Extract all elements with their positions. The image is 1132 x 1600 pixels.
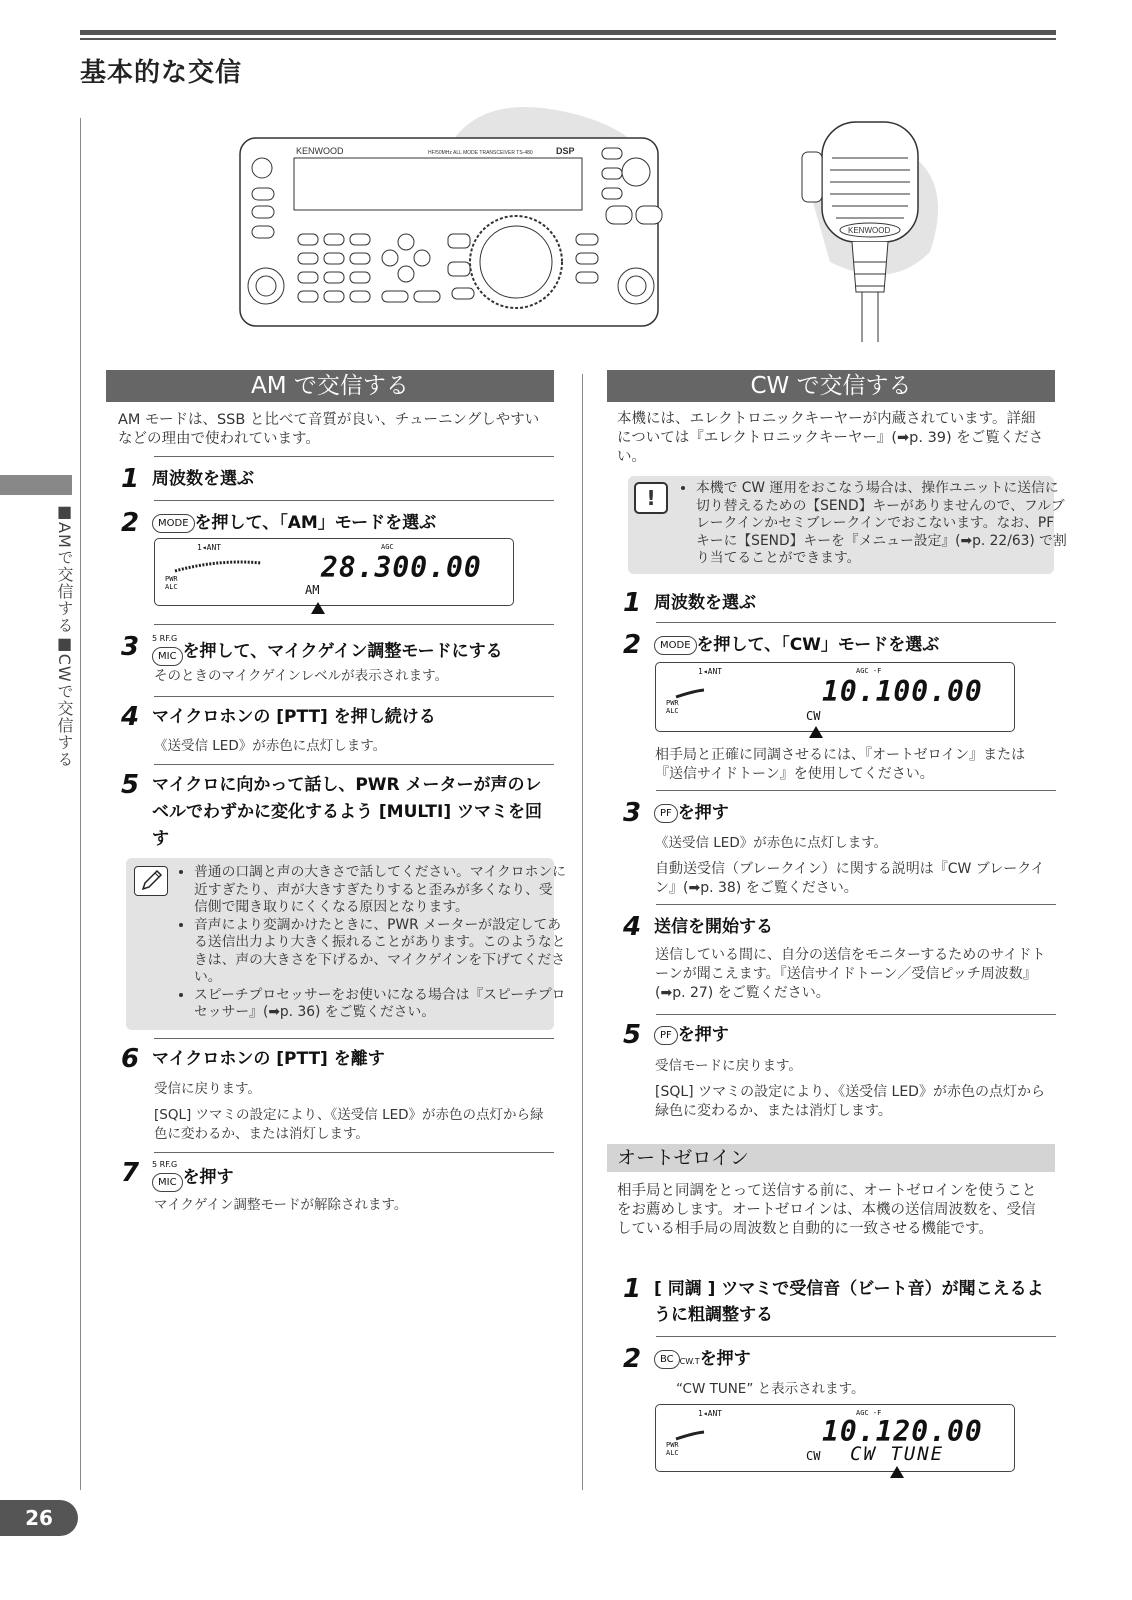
side-tab-text: ■AMで交信する■CWで交信する (55, 502, 74, 768)
divider (154, 764, 554, 765)
am-step-1: 1 周波数を選ぶ (120, 464, 254, 494)
am-step-6: 6 マイクロホンの [PTT] を離す (120, 1044, 385, 1074)
cw-step-3: 3 PF を押す (622, 798, 729, 828)
autozero-mode-readout: CW (806, 1449, 821, 1463)
divider (656, 904, 1056, 905)
top-rule-thin (80, 38, 1056, 40)
pointer-arrow-icon (890, 1466, 904, 1478)
divider (656, 790, 1056, 791)
cw-step-3-text2: 自動送受信（ブレークイン）に関する説明は『CW ブレークイン』(➡p. 38) をご覧ください。 (655, 861, 1045, 896)
autozero-step-2: 2 BC CW.Tを押す (622, 1344, 751, 1374)
cw-caution-box (628, 476, 1067, 574)
pencil-icon (134, 866, 168, 896)
caution-text: • 本機で CW 運用をおこなう場合は、操作ユニットに送信に切り替えるための【SEND】キーがありませんので、フルブレークインかセミブレークインでおこないます。なお、PF キーに【SEND】キーを『メニュー設定』(➡p. 22/63) で割り当てることができます。 (696, 480, 1068, 568)
autozero-intro: 相手局と同調をとって送信する前に、オートゼロインを使うことをお薦めします。オートゼロインは、本機の送信周波数を、受信している相手局の周波数と自動的に一致させる機能です。 (617, 1183, 1037, 1237)
am-step-2: 2 MODE を押して、「AM」モードを選ぶ (120, 508, 437, 538)
cw-step-4: 4 送信を開始する (622, 912, 773, 942)
am-note-list (176, 864, 566, 1022)
page-title: 基本的な交信 (80, 58, 243, 88)
am-step-7-text: マイクゲイン調整モードが解除されます。 (154, 1197, 408, 1213)
divider (656, 622, 1056, 623)
cw-step-2: 2 MODE を押して、「CW」モードを選ぶ (622, 630, 940, 660)
radio-brand-text: KENWOOD (296, 146, 344, 156)
am-step-3: 3 5 RF.G MIC を押して、マイクゲイン調整モードにする (118, 634, 503, 669)
am-step-6-text: 受信に戻ります。 (154, 1081, 261, 1097)
note-item: • 普通の口調と声の大きさで話してください。マイクロホンに近すぎたり、声が大きすぎたりすると歪みが多くなり、受信側で聞き取りにくくなる原因となります。 (194, 864, 566, 917)
cw-frequency-readout: 10.100.00 (822, 675, 983, 708)
microphone-figure (790, 112, 950, 342)
pointer-arrow-icon (311, 602, 325, 614)
page-number: 26 (0, 1500, 78, 1536)
cw-section-header: CW で交信する (607, 370, 1055, 402)
cw-step-2-text: 相手局と正確に同調させるには、『オートゼロイン』または『送信サイドトーン』を使用してください。 (655, 747, 1026, 782)
cw-step-5-text2: [SQL] ツマミの設定により、《送受信 LED》が赤色の点灯から緑色に変わるか、または消灯します。 (655, 1084, 1045, 1119)
am-section-header: AM で交信する (106, 370, 554, 402)
autozero-lcd-display: 1◂ANT PWR ALC AGC -F 10.120.00 CW CW TUNE (655, 1404, 1015, 1472)
cw-intro: 本機には、エレクトロニックキーヤーが内蔵されています。詳細については『エレクトロニックキーヤー』(➡p. 39) をご覧ください。 (617, 411, 1044, 465)
note-item: • 音声により変調かけたときに、PWR メーターが設定してある送信出力より大きく振れることがあります。このようなときは、声の大きさを下げるか、マイクゲインを下げてください。 (194, 917, 566, 987)
s-meter-scale (674, 681, 764, 695)
svg-text:DSP: DSP (556, 146, 575, 156)
am-lcd-display: 1◂ANT PWR ALC AGC 28.300.00 AM (154, 538, 514, 606)
divider (154, 624, 554, 625)
left-margin-line (80, 118, 81, 1490)
am-step-4: 4 マイクロホンの [PTT] を押し続ける (120, 702, 436, 732)
am-intro: AM モードは、SSB と比べて音質が良い、チューニングしやすいなどの理由で使われています。 (118, 412, 540, 447)
am-step-4-text: 《送受信 LED》が赤色に点灯します。 (154, 738, 387, 754)
note-item: • スピーチプロセッサーをお使いになる場合は『スピーチプロセッサー』(➡p. 36) をご覧ください。 (194, 987, 566, 1022)
cw-tune-readout: CW TUNE (850, 1443, 945, 1465)
mic-key-icon: MIC (152, 647, 183, 666)
pf-key-icon: PF (654, 804, 678, 823)
mode-key-icon: MODE (152, 514, 195, 533)
divider (154, 1038, 554, 1039)
cw-mode-readout: CW (806, 709, 821, 723)
divider (154, 696, 554, 697)
cw-step-5-text: 受信モードに戻ります。 (655, 1058, 802, 1074)
bc-key-icon: BC (654, 1350, 680, 1369)
s-meter-scale (173, 557, 263, 571)
mic-brand-text: KENWOOD (848, 226, 891, 235)
divider (656, 1336, 1056, 1337)
transceiver-figure (236, 102, 676, 332)
cw-step-3-text: 《送受信 LED》が赤色に点灯します。 (655, 835, 888, 851)
am-note-box (126, 858, 566, 1030)
autozero-step-2-text: “CW TUNE” と表示されます。 (676, 1381, 865, 1397)
am-step-5: 5 マイクロに向かって話し、PWR メーターが声のレベルでわずかに変化するよう [MULTI] ツマミを回す (120, 770, 543, 849)
divider (656, 1014, 1056, 1015)
column-divider (582, 374, 583, 1490)
side-tab-marker (0, 475, 72, 495)
autozero-step-1: 1 [ 同調 ] ツマミで受信音（ビート音）が聞こえるように粗調整する (622, 1274, 1044, 1325)
am-step-6-text2: [SQL] ツマミの設定により、《送受信 LED》が赤色の点灯から緑色に変わるか、または消灯します。 (154, 1107, 544, 1142)
divider (154, 456, 554, 457)
am-step-3-text: そのときのマイクゲインレベルが表示されます。 (154, 668, 449, 684)
divider (154, 500, 554, 501)
cw-step-1: 1 周波数を選ぶ (622, 588, 756, 618)
s-meter-scale (674, 1423, 764, 1437)
divider (154, 1152, 554, 1153)
am-frequency-readout: 28.300.00 (321, 551, 482, 584)
cw-lcd-display: 1◂ANT PWR ALC AGC -F 10.100.00 CW (655, 662, 1015, 732)
caution-icon: ! (634, 482, 668, 514)
am-step-7: 7 5 RF.G MIC を押す (118, 1160, 234, 1195)
cw-step-5: 5 PF を押す (622, 1020, 729, 1050)
pointer-arrow-icon (809, 726, 823, 738)
mode-key-icon: MODE (654, 636, 697, 655)
mic-key-icon: MIC (152, 1173, 183, 1192)
autozero-frequency-readout: 10.120.00 (822, 1415, 983, 1448)
top-rule (80, 30, 1056, 35)
cw-step-4-text: 送信している間に、自分の送信をモニターするためのサイドトーンが聞こえます。『送信サイドトーン／受信ピッチ周波数』(➡p. 27) をご覧ください。 (655, 947, 1046, 1001)
autozero-header: オートゼロイン (607, 1144, 1055, 1172)
am-mode-readout: AM (305, 583, 320, 597)
pf-key-icon: PF (654, 1026, 678, 1045)
svg-text:HF/50MHz ALL MODE TRANSCEIVER: HF/50MHz ALL MODE TRANSCEIVER TS-480 (428, 150, 533, 156)
